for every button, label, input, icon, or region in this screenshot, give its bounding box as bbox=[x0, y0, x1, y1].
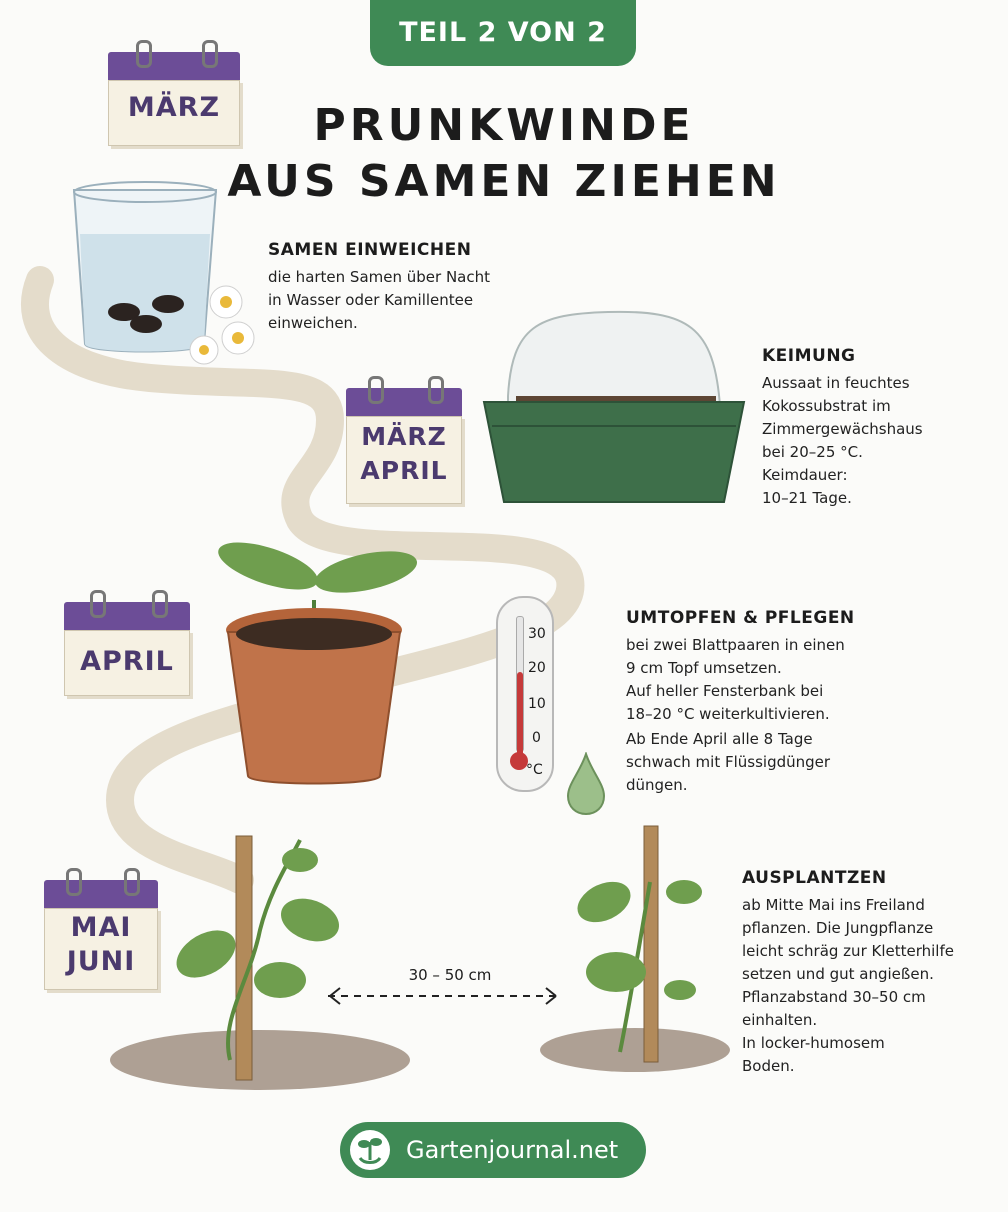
step-line: In locker-humosem bbox=[742, 1034, 885, 1052]
step-heading: SAMEN EINWEICHEN bbox=[268, 240, 472, 260]
step-line: düngen. bbox=[626, 776, 688, 794]
title-line-1: PRUNKWINDE bbox=[313, 100, 695, 151]
step-line: Boden. bbox=[742, 1057, 795, 1075]
water-glass-illustration bbox=[66, 176, 266, 376]
sprout-icon bbox=[350, 1130, 390, 1170]
step-line: Kokossubstrat im bbox=[762, 397, 891, 415]
step-germination bbox=[762, 346, 962, 510]
calendar-label: APRIL bbox=[360, 456, 448, 485]
step-line: einweichen. bbox=[268, 314, 358, 332]
step-line: pflanzen. Die Jungpflanze bbox=[742, 919, 934, 937]
step-line: ab Mitte Mai ins Freiland bbox=[742, 896, 925, 914]
step-line: Keimdauer: bbox=[762, 466, 848, 484]
droplet-icon bbox=[566, 752, 606, 816]
potted-seedling-illustration bbox=[206, 540, 422, 792]
step-line: schwach mit Flüssigdünger bbox=[626, 753, 831, 771]
spacing-label: 30 – 50 cm bbox=[408, 966, 492, 984]
calendar-april bbox=[64, 590, 190, 696]
step-line: 18–20 °C weiterkultivieren. bbox=[626, 705, 830, 723]
tick-label: 20 bbox=[528, 660, 546, 676]
calendar-label: MÄRZ bbox=[361, 422, 447, 451]
planted-vine-right-illustration bbox=[540, 822, 730, 1082]
step-line: bei zwei Blattpaaren in einen bbox=[626, 636, 845, 654]
step-heading: KEIMUNG bbox=[762, 346, 856, 366]
step-heading: UMTOPFEN & PFLEGEN bbox=[626, 608, 855, 628]
step-line: Aussaat in feuchtes bbox=[762, 374, 910, 392]
step-line: setzen und gut angießen. bbox=[742, 965, 934, 983]
thermometer-mercury bbox=[517, 672, 523, 762]
step-plant-out bbox=[742, 868, 982, 1078]
calendar-label: JUNI bbox=[66, 946, 136, 977]
thermometer bbox=[496, 596, 554, 792]
step-line: 9 cm Topf umsetzen. bbox=[626, 659, 782, 677]
title-line-2: AUS SAMEN ZIEHEN bbox=[227, 156, 781, 207]
logo-text: Gartenjournal.net bbox=[406, 1136, 619, 1164]
step-line: 10–21 Tage. bbox=[762, 489, 852, 507]
tick-label: 10 bbox=[528, 696, 546, 712]
step-line: Pflanzabstand 30–50 cm bbox=[742, 988, 926, 1006]
step-line: Auf heller Fensterbank bei bbox=[626, 682, 824, 700]
brand-logo[interactable] bbox=[340, 1122, 646, 1178]
unit-label: °C bbox=[526, 762, 543, 778]
step-line: die harten Samen über Nacht bbox=[268, 268, 491, 286]
tick-label: 0 bbox=[532, 730, 541, 746]
step-line: bei 20–25 °C. bbox=[762, 443, 863, 461]
part-badge: TEIL 2 VON 2 bbox=[370, 0, 636, 66]
step-line: leicht schräg zur Kletterhilfe bbox=[742, 942, 954, 960]
step-heading: AUSPLANTZEN bbox=[742, 868, 887, 888]
planted-vine-left-illustration bbox=[110, 830, 410, 1100]
spacing-arrow bbox=[318, 984, 568, 1008]
step-repot bbox=[626, 608, 886, 797]
calendar-label: APRIL bbox=[80, 646, 174, 677]
step-line: einhalten. bbox=[742, 1011, 818, 1029]
calendar-maerz-april bbox=[346, 376, 462, 504]
mini-greenhouse-illustration bbox=[478, 306, 750, 514]
step-line: Zimmergewächshaus bbox=[762, 420, 923, 438]
tick-label: 30 bbox=[528, 626, 546, 642]
calendar-maerz bbox=[108, 40, 240, 146]
step-line: Ab Ende April alle 8 Tage bbox=[626, 730, 813, 748]
step-line: in Wasser oder Kamillentee bbox=[268, 291, 474, 309]
calendar-label: MAI bbox=[70, 912, 132, 943]
calendar-label: MÄRZ bbox=[127, 92, 221, 123]
